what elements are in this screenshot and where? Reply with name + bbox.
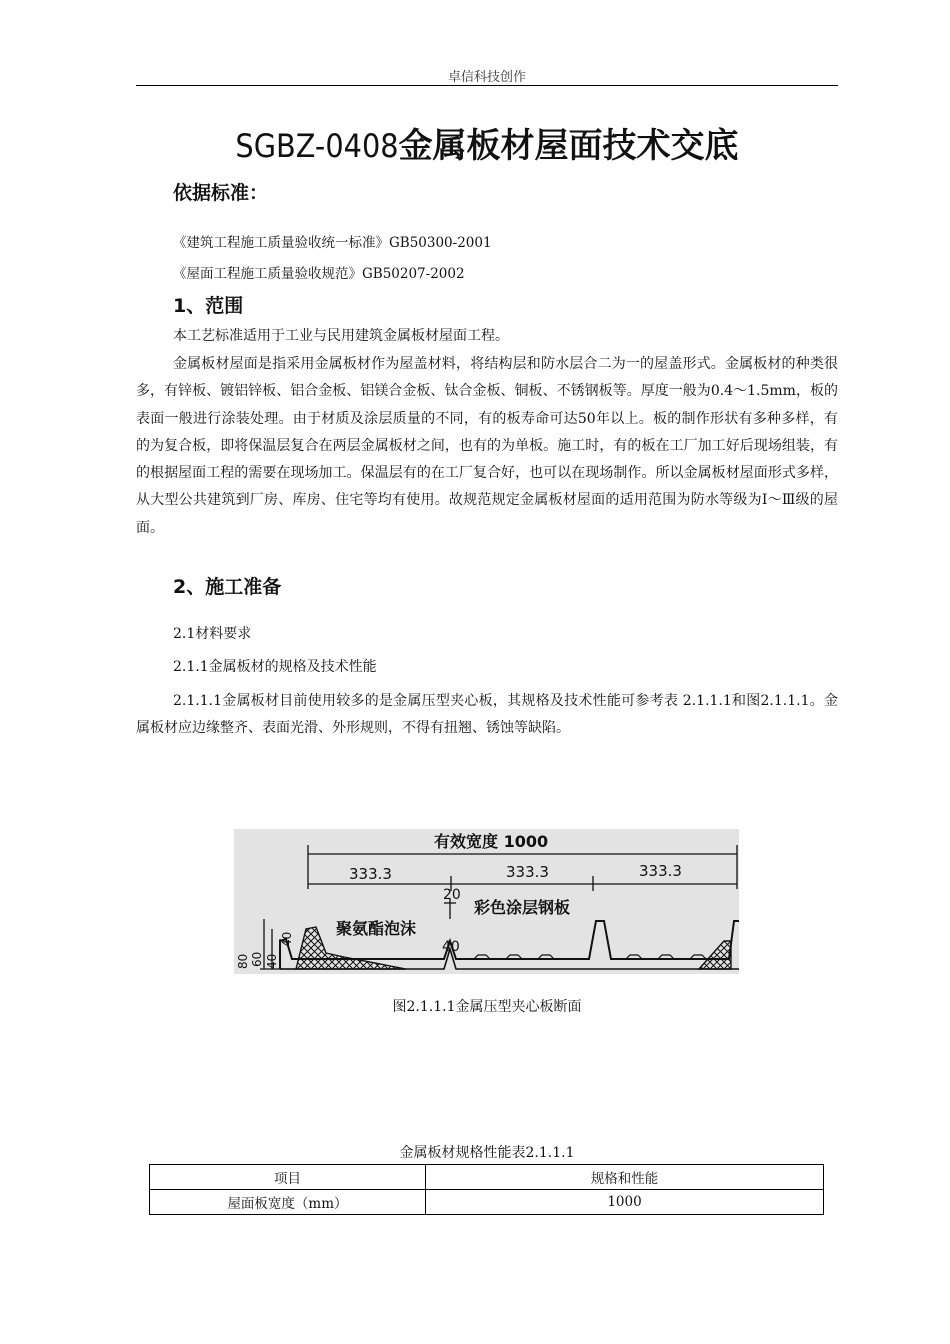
label-dim-40: 40 [280,931,294,947]
table-header-row [150,1165,824,1190]
label-dim-80: 80 [236,953,250,969]
table-header-cell: 规格和性能 [426,1165,824,1190]
label-dim-60: 60 [250,951,264,967]
label-steel: 彩色涂层钢板 [474,898,571,917]
label-rib-top: 20 [443,887,461,903]
label-foam: 聚氨酯泡沫 [336,919,417,938]
figure-caption: 图2.1.1.1金属压型夹心板断面 [392,999,582,1015]
table-row [150,1190,824,1215]
label-effective-width: 有效宽度 1000 [434,832,549,851]
reference-standard: 《屋面工程施工质量验收规范》GB50207-2002 [173,266,465,282]
page-header: 卓信科技创作 [447,70,526,85]
material-paragraph: 2.1.1.1金属板材目前使用较多的是金属压型夹心板，其规格及技术性能可参考表 2.1.1.1和图2.1.1.1。金属板材应边缘整齐、表面光滑、外形规则，不得有扭翘、锈蚀等缺陷。 [136,693,838,737]
label-rib-bottom: 40 [442,939,460,955]
section-2-heading: 2、施工准备 [173,576,282,598]
reference-standard: 《建筑工程施工质量验收统一标准》GB50300-2001 [173,235,492,251]
basis-heading: 依据标准： [173,182,269,204]
subsection-2-1: 2.1材料要求 [173,626,252,642]
table-caption: 金属板材规格性能表2.1.1.1 [399,1145,575,1161]
table-cell: 1000 [426,1190,824,1215]
document-title [136,118,838,167]
label-dim-40: 40 [265,953,279,969]
label-span-2: 333.3 [506,863,549,881]
header-rule [136,85,838,86]
label-span-3: 333.3 [639,862,682,880]
title-code: SGBZ-0408 [235,127,399,165]
scope-paragraph: 本工艺标准适用于工业与民用建筑金属板材屋面工程。 [173,328,509,344]
label-span-1: 333.3 [349,865,392,883]
panel-section-figure [234,829,739,974]
table-header-cell: 项目 [150,1165,426,1190]
subsection-2-1-1: 2.1.1金属板材的规格及技术性能 [173,659,377,675]
title-text: 金属板材屋面技术交底 [398,126,739,166]
table-cell: 屋面板宽度（mm） [150,1190,426,1215]
section-1-heading: 1、范围 [173,295,244,317]
foam-right-hatch [699,941,731,969]
scope-description: 金属板材屋面是指采用金属板材作为屋盖材料，将结构层和防水层合二为一的屋盖形式。金属板材的种类很多，有锌板、镀铝锌板、铝合金板、铝镁合金板、钛合金板、铜板、不锈钢板等。厚度一般为0.4～1.5mm，板的表面一般进行涂装处理。由于材质及涂层质量的不同，有的板寿命可达50年以上。板的制作形状有多种多样，有的为复合板，即将保温层复合在两层金属板材之间，也有的为单板。施工时，有的板在工厂加工好后现场组装，有的根据屋面工程的需要在现场加工。保温层有的在工厂复合好，也可以在现场制作。所以金属板材屋面形式多样，从大型公共建筑到厂房、库房、住宅等均有使用。故规范规定金属板材屋面的适用范围为防水等级为Ⅰ～Ⅲ级的屋面。 [136,356,838,536]
spec-table [149,1164,824,1215]
